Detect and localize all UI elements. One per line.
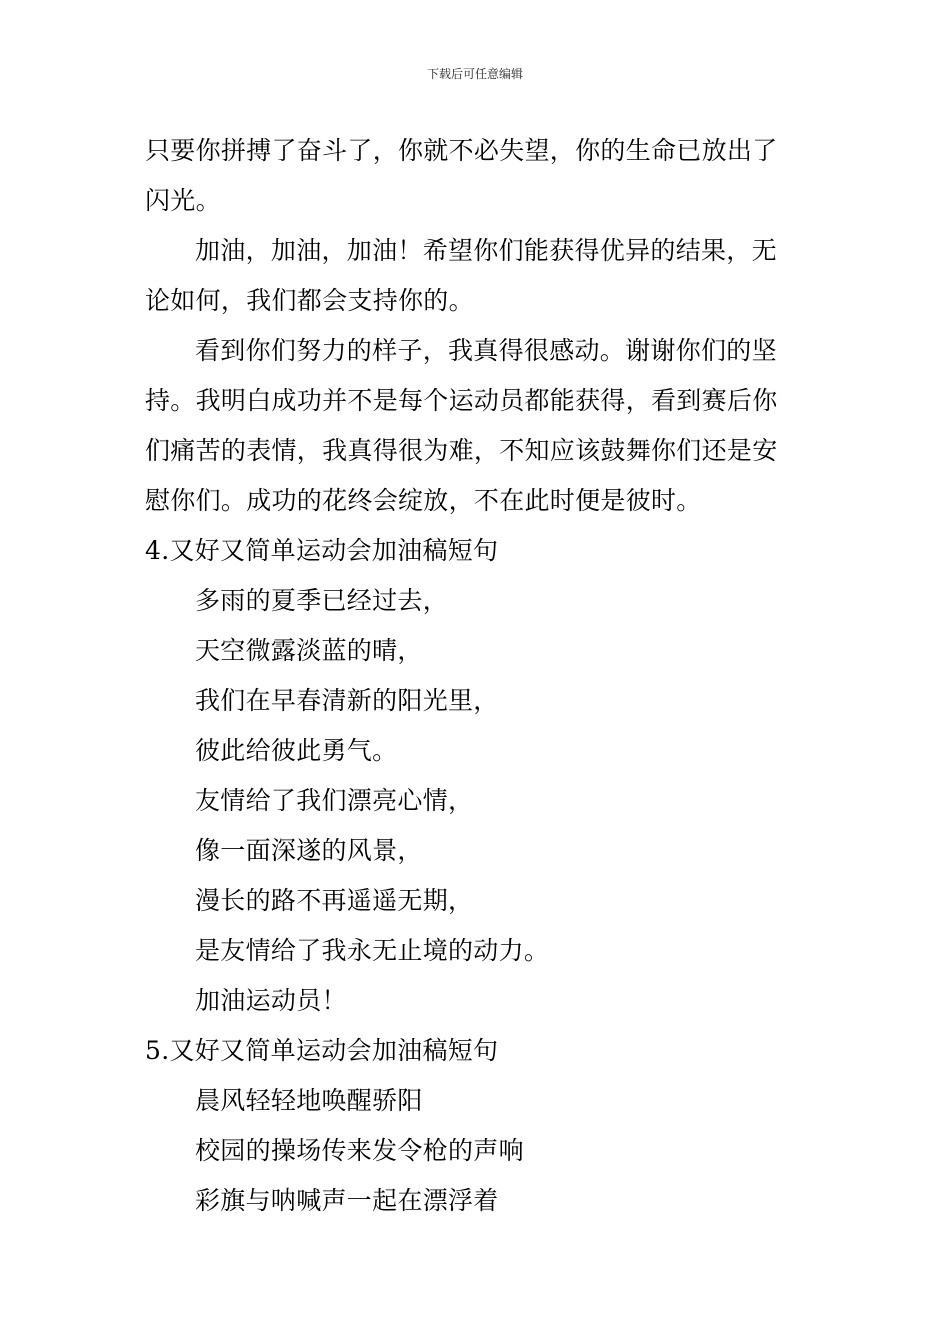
section-heading: 5.又好又简单运动会加油稿短句 bbox=[145, 1036, 499, 1065]
text-line: 只要你拼搏了奋斗了，你就不必失望，你的生命已放出了 bbox=[145, 136, 778, 165]
poem-line: 多雨的夏季已经过去， bbox=[195, 586, 449, 615]
poem-line: 加油运动员！ bbox=[195, 986, 347, 1015]
poem-line: 像一面深遂的风景， bbox=[195, 836, 423, 865]
text-line: 持。我明白成功并不是每个运动员都能获得，看到赛后你 bbox=[145, 386, 778, 415]
header-note: 下载后可任意编辑 bbox=[426, 67, 523, 81]
section-heading: 4.又好又简单运动会加油稿短句 bbox=[145, 536, 499, 565]
text-line: 加油，加油，加油！希望你们能获得优异的结果，无 bbox=[195, 236, 777, 265]
poem-line: 是友情给了我永无止境的动力。 bbox=[195, 936, 550, 965]
text-line: 论如何，我们都会支持你的。 bbox=[145, 286, 474, 315]
text-line: 们痛苦的表情，我真得很为难，不知应该鼓舞你们还是安 bbox=[145, 436, 778, 465]
text-line: 闪光。 bbox=[145, 186, 221, 215]
poem-line: 彼此给彼此勇气。 bbox=[195, 736, 398, 765]
poem-line: 漫长的路不再遥遥无期， bbox=[195, 886, 474, 915]
text-line: 看到你们努力的样子，我真得很感动。谢谢你们的坚 bbox=[195, 336, 777, 365]
poem-line: 友情给了我们漂亮心情， bbox=[195, 786, 474, 815]
document-body bbox=[145, 126, 810, 1226]
poem-line: 校园的操场传来发令枪的声响 bbox=[195, 1136, 524, 1165]
poem-line: 天空微露淡蓝的晴， bbox=[195, 636, 423, 665]
poem-line: 彩旗与呐喊声一起在漂浮着 bbox=[195, 1186, 499, 1215]
poem-line: 晨风轻轻地唤醒骄阳 bbox=[195, 1086, 423, 1115]
poem-line: 我们在早春清新的阳光里， bbox=[195, 686, 499, 715]
text-line: 慰你们。成功的花终会绽放，不在此时便是彼时。 bbox=[145, 486, 702, 515]
